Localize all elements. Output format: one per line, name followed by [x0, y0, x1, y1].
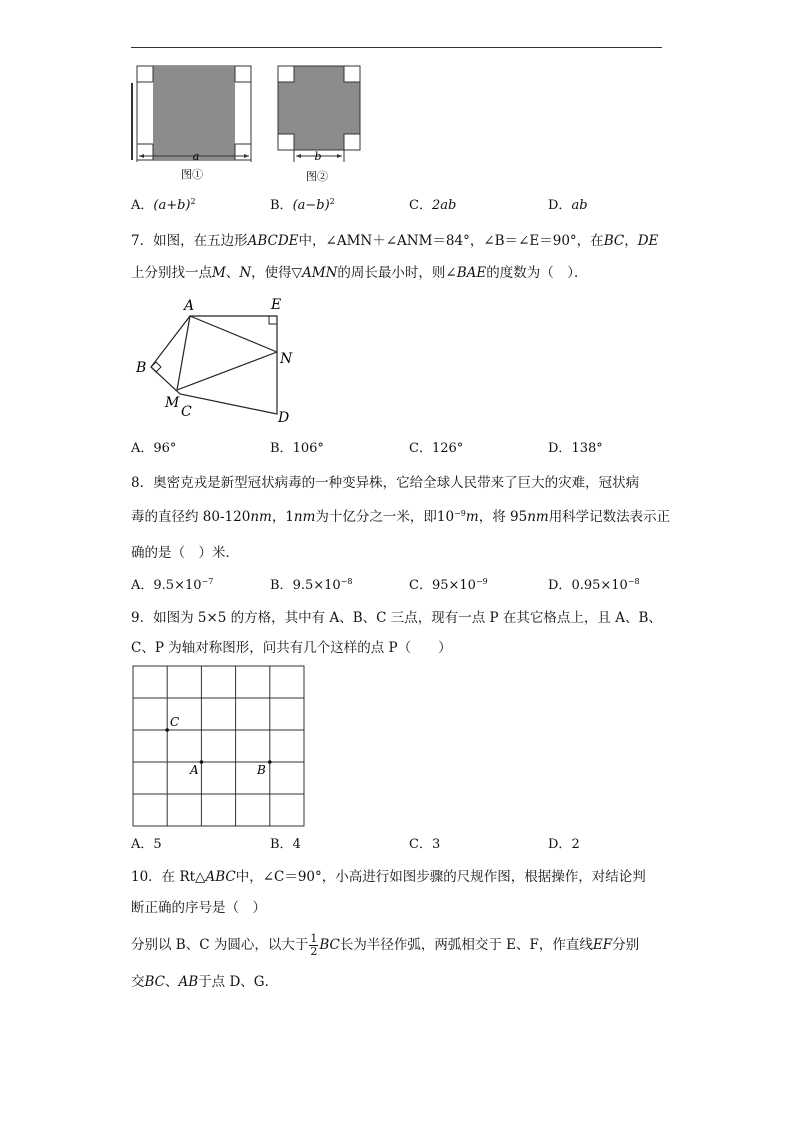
q9-stem-line-1: 9．如图为 5×5 的方格，其中有 A、B、C 三点，现有一点 P 在其它格点上，且 A、B、	[131, 610, 662, 626]
q8-option-a[interactable]: A．$9.5\times 10^{-7}$	[131, 577, 214, 593]
q8-option-d[interactable]: D．$0.95\times 10^{-8}$	[548, 577, 640, 593]
q6-fig1-dimension-label: a	[192, 150, 200, 163]
q8-stem-line-1: 8．奥密克戎是新型冠状病毒的一种变异株，它给全球人民带来了巨大的灾难，冠状病	[131, 475, 640, 491]
q6-fig1-caption: 图①	[181, 168, 203, 181]
q10-stem-line-1: 10．在 Rt△ABC中，∠C＝90°，小高进行如图步骤的尺规作图，根据操作，对结论判	[131, 869, 646, 885]
q8-stem-line-2: 毒的直径约 80-120nm，1nm为十亿分之一米，即$10^{-9}m$，将 95nm用科学记数法表示正	[131, 509, 671, 525]
q6-option-c[interactable]: C．2ab	[409, 198, 457, 213]
q6-option-d[interactable]: D．ab	[548, 198, 588, 213]
q8-option-b[interactable]: B．$9.5\times 10^{-8}$	[270, 577, 353, 593]
q7-option-d[interactable]: D．138°	[548, 441, 603, 456]
q10-stem-line-4: 交BC、AB于点 D、G．	[131, 974, 279, 990]
q9-option-c[interactable]: C．3	[409, 837, 441, 852]
q7-label-n: N	[280, 351, 293, 367]
q6-fig2-caption: 图②	[306, 170, 328, 183]
q9-stem-line-2: C、P 为轴对称图形，问共有几个这样的点 P（ ）	[131, 640, 452, 656]
q7-label-a: A	[184, 298, 195, 314]
q9-option-d[interactable]: D．2	[548, 837, 580, 852]
q7-label-d: D	[278, 410, 290, 426]
q9-option-b[interactable]: B．4	[270, 837, 301, 852]
q9-point-c-label: C	[170, 715, 180, 729]
q7-label-c: C	[181, 404, 192, 420]
q7-label-e: E	[271, 297, 282, 313]
q6-figure-1	[132, 66, 251, 181]
q7-stem-line-1: 7．如图，在五边形ABCDE中，∠AMN＋∠ANM＝84°，∠B＝∠E＝90°，在BC，DE	[131, 233, 659, 249]
q10-fraction-one-half: $\frac{1}{2}$	[310, 932, 318, 958]
q7-pentagon-figure	[131, 292, 301, 427]
q6-figure-2	[278, 66, 360, 183]
header-rule	[131, 47, 662, 48]
q9-point-b-label: B	[257, 763, 266, 777]
q8-option-c[interactable]: C．$95\times 10^{-9}$	[409, 577, 488, 593]
q7-option-c[interactable]: C．126°	[409, 441, 464, 456]
q6-figures	[130, 58, 390, 188]
q9-grid-figure	[130, 664, 310, 829]
q7-label-m: M	[165, 395, 180, 411]
q9-option-a[interactable]: A．5	[131, 837, 162, 852]
q6-option-a[interactable]: A．$(a+b)^2$	[131, 197, 196, 213]
q10-stem-line-3: 分别以 B、C 为圆心，以大于 $\frac{1}{2}$ BC长为半径作弧，两弧相交于 E、F，作直线EF分别	[131, 932, 640, 958]
q8-stem-line-3: 确的是（ ）米．	[131, 545, 239, 561]
q10-stem-line-2: 断正确的序号是（ ）	[131, 900, 266, 916]
q7-stem-line-2: 上分别找一点M、N，使得▽AMN的周长最小时，则∠BAE的度数为（ ）．	[131, 265, 588, 281]
q6-option-b[interactable]: B．$(a-b)^2$	[270, 197, 335, 213]
q7-option-b[interactable]: B．106°	[270, 441, 324, 456]
q6-fig2-dimension-label: b	[314, 150, 322, 163]
q7-label-b: B	[136, 360, 147, 376]
q9-point-a-label: A	[190, 763, 199, 777]
q7-option-a[interactable]: A．96°	[131, 441, 177, 456]
